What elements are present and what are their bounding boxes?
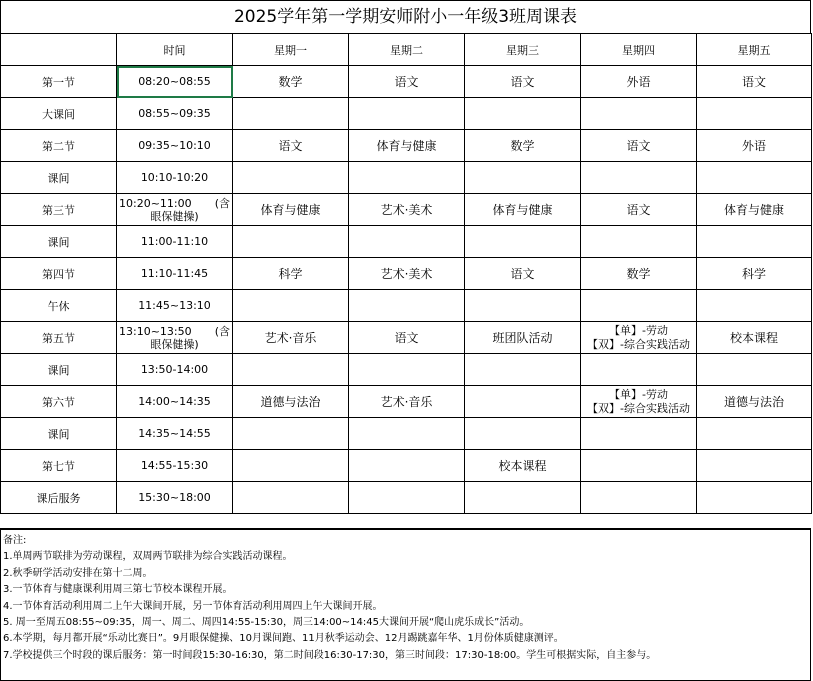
timetable-row bbox=[1, 482, 812, 514]
timetable-row bbox=[1, 290, 812, 322]
class-cell[interactable]: 语文 bbox=[465, 258, 581, 290]
class-cell[interactable] bbox=[349, 98, 465, 130]
timetable-row bbox=[1, 130, 812, 162]
timetable-row bbox=[1, 162, 812, 194]
timetable-row bbox=[1, 66, 812, 98]
header-thursday[interactable]: 星期四 bbox=[581, 34, 697, 66]
class-cell[interactable] bbox=[697, 482, 812, 514]
time-cell[interactable]: 11:45~13:10 bbox=[117, 290, 233, 322]
time-cell[interactable]: 09:35~10:10 bbox=[117, 130, 233, 162]
class-cell[interactable] bbox=[233, 162, 349, 194]
timetable-row bbox=[1, 258, 812, 290]
class-cell[interactable] bbox=[581, 98, 697, 130]
time-cell[interactable] bbox=[117, 322, 233, 354]
class-cell[interactable]: 班团队活动 bbox=[465, 322, 581, 354]
class-cell[interactable]: 语文 bbox=[581, 130, 697, 162]
timetable-row bbox=[1, 386, 812, 418]
header-row bbox=[1, 34, 812, 66]
class-cell[interactable]: 语文 bbox=[349, 66, 465, 98]
period-cell[interactable]: 课间 bbox=[1, 418, 117, 450]
time-cell[interactable]: 14:55-15:30 bbox=[117, 450, 233, 482]
class-cell[interactable] bbox=[697, 418, 812, 450]
time-note-close: 眼保健操) bbox=[150, 337, 199, 351]
thursday-even-week: 【双】-综合实践活动 bbox=[587, 401, 690, 415]
timetable-row bbox=[1, 98, 812, 130]
time-cell[interactable]: 11:10-11:45 bbox=[117, 258, 233, 290]
class-cell[interactable]: 语文 bbox=[349, 322, 465, 354]
period-cell[interactable]: 第六节 bbox=[1, 386, 117, 418]
class-cell[interactable] bbox=[349, 418, 465, 450]
period-cell[interactable]: 午休 bbox=[1, 290, 117, 322]
class-cell[interactable]: 艺术·音乐 bbox=[233, 322, 349, 354]
class-cell[interactable]: 艺术·美术 bbox=[349, 258, 465, 290]
class-cell[interactable] bbox=[697, 98, 812, 130]
class-cell[interactable]: 体育与健康 bbox=[233, 194, 349, 226]
time-cell[interactable]: 10:10-10:20 bbox=[117, 162, 233, 194]
class-cell[interactable]: 语文 bbox=[465, 66, 581, 98]
thursday-even-week: 【双】-综合实践活动 bbox=[587, 337, 690, 351]
class-cell[interactable] bbox=[581, 450, 697, 482]
time-cell[interactable]: 14:00~14:35 bbox=[117, 386, 233, 418]
note-line: 3.一节体育与健康课利用周三第七节校本课程开展。 bbox=[3, 584, 233, 596]
timetable-row bbox=[1, 226, 812, 258]
note-line: 7.学校提供三个时段的课后服务：第一时间段15:30-16:30，第二时间段16:30-17:30，第三时间段：17:30-18:00。学生可根据实际，自主参与。 bbox=[3, 649, 657, 661]
class-cell[interactable] bbox=[581, 418, 697, 450]
period-cell[interactable]: 大课间 bbox=[1, 98, 117, 130]
class-cell[interactable] bbox=[697, 226, 812, 258]
time-cell[interactable]: 08:55~09:35 bbox=[117, 98, 233, 130]
time-wrap bbox=[119, 197, 230, 223]
class-cell[interactable] bbox=[233, 98, 349, 130]
note-line: 6.本学期，每月都开展“乐动比赛日”。9月眼保健操、10月课间跑、11月秋季运动会、12月踢跳嘉年华、1月份体质健康测评。 bbox=[3, 633, 564, 645]
class-cell[interactable] bbox=[465, 482, 581, 514]
class-cell[interactable] bbox=[581, 290, 697, 322]
period-cell[interactable]: 第五节 bbox=[1, 322, 117, 354]
time-range: 10:20~11:00 bbox=[119, 196, 192, 210]
class-cell[interactable]: 艺术·美术 bbox=[349, 194, 465, 226]
class-cell[interactable]: 数学 bbox=[465, 130, 581, 162]
header-friday[interactable]: 星期五 bbox=[697, 34, 812, 66]
class-cell[interactable] bbox=[465, 98, 581, 130]
class-cell[interactable]: 外语 bbox=[581, 66, 697, 98]
timetable-row bbox=[1, 194, 812, 226]
class-cell[interactable] bbox=[233, 482, 349, 514]
header-time[interactable]: 时间 bbox=[117, 34, 233, 66]
note-line: 1.单周两节联排为劳动课程，双周两节联排为综合实践活动课程。 bbox=[3, 551, 293, 563]
class-cell[interactable] bbox=[581, 386, 697, 418]
time-note-open: (含 bbox=[214, 324, 230, 338]
time-cell[interactable] bbox=[117, 194, 233, 226]
class-cell[interactable]: 数学 bbox=[233, 66, 349, 98]
class-cell[interactable] bbox=[465, 418, 581, 450]
class-cell[interactable] bbox=[465, 290, 581, 322]
header-corner-cell[interactable] bbox=[1, 34, 117, 66]
period-cell[interactable]: 第二节 bbox=[1, 130, 117, 162]
note-line: 4.一节体育活动利用周二上午大课间开展，另一节体育活动利用周四上午大课间开展。 bbox=[3, 600, 383, 612]
class-cell[interactable] bbox=[349, 290, 465, 322]
time-range: 13:10~13:50 bbox=[119, 324, 192, 338]
page-title: 2025学年第一学期安师附小一年级3班周课表 bbox=[0, 0, 811, 33]
class-cell[interactable] bbox=[349, 354, 465, 386]
class-cell[interactable] bbox=[349, 226, 465, 258]
class-cell[interactable] bbox=[581, 226, 697, 258]
timetable-body bbox=[1, 66, 812, 514]
period-cell[interactable]: 课后服务 bbox=[1, 482, 117, 514]
note-line: 5. 周一至周五08:55~09:35，周一、周二、周四14:55-15:30，周三14:00~14:45大课间开展“爬山虎乐成长”活动。 bbox=[3, 617, 530, 629]
class-cell[interactable]: 校本课程 bbox=[465, 450, 581, 482]
time-cell[interactable]: 13:50-14:00 bbox=[117, 354, 233, 386]
class-cell[interactable]: 外语 bbox=[697, 130, 812, 162]
class-cell[interactable]: 体育与健康 bbox=[697, 194, 812, 226]
notes-label: 备注: bbox=[3, 535, 27, 546]
class-cell[interactable] bbox=[233, 450, 349, 482]
class-cell[interactable] bbox=[233, 290, 349, 322]
class-cell[interactable]: 校本课程 bbox=[697, 322, 812, 354]
header-wednesday[interactable]: 星期三 bbox=[465, 34, 581, 66]
timetable-row bbox=[1, 418, 812, 450]
class-cell[interactable] bbox=[697, 290, 812, 322]
period-cell[interactable]: 第三节 bbox=[1, 194, 117, 226]
header-monday[interactable]: 星期一 bbox=[233, 34, 349, 66]
class-cell[interactable]: 体育与健康 bbox=[349, 130, 465, 162]
period-cell[interactable]: 课间 bbox=[1, 226, 117, 258]
class-cell[interactable]: 科学 bbox=[697, 258, 812, 290]
class-cell[interactable] bbox=[581, 322, 697, 354]
timetable-row bbox=[1, 322, 812, 354]
period-cell[interactable]: 课间 bbox=[1, 162, 117, 194]
class-cell[interactable] bbox=[349, 450, 465, 482]
class-cell[interactable] bbox=[465, 354, 581, 386]
period-cell[interactable]: 第四节 bbox=[1, 258, 117, 290]
notes-section[interactable] bbox=[0, 528, 811, 681]
class-cell[interactable]: 语文 bbox=[581, 194, 697, 226]
class-cell[interactable]: 道德与法治 bbox=[233, 386, 349, 418]
note-line: 2.秋季研学活动安排在第十二周。 bbox=[3, 567, 153, 579]
timetable-row bbox=[1, 354, 812, 386]
class-cell[interactable] bbox=[233, 226, 349, 258]
class-cell[interactable]: 艺术·音乐 bbox=[349, 386, 465, 418]
header-tuesday[interactable]: 星期二 bbox=[349, 34, 465, 66]
class-cell[interactable] bbox=[697, 354, 812, 386]
class-cell[interactable]: 语文 bbox=[233, 130, 349, 162]
time-cell[interactable]: 11:00-11:10 bbox=[117, 226, 233, 258]
time-note-open: (含 bbox=[214, 196, 230, 210]
class-cell[interactable] bbox=[233, 354, 349, 386]
timetable-row bbox=[1, 450, 812, 482]
class-cell[interactable] bbox=[349, 482, 465, 514]
period-cell[interactable]: 课间 bbox=[1, 354, 117, 386]
class-cell[interactable] bbox=[233, 418, 349, 450]
class-cell[interactable] bbox=[581, 482, 697, 514]
class-cell[interactable] bbox=[465, 386, 581, 418]
class-cell[interactable]: 数学 bbox=[581, 258, 697, 290]
class-cell[interactable] bbox=[697, 162, 812, 194]
class-cell[interactable] bbox=[581, 162, 697, 194]
time-cell[interactable]: 08:20~08:55 bbox=[117, 66, 233, 98]
period-cell[interactable]: 第一节 bbox=[1, 66, 117, 98]
class-cell[interactable] bbox=[349, 162, 465, 194]
thursday-odd-week: 【单】-劳动 bbox=[609, 323, 668, 337]
class-cell[interactable]: 道德与法治 bbox=[697, 386, 812, 418]
time-cell[interactable]: 14:35~14:55 bbox=[117, 418, 233, 450]
class-cell[interactable] bbox=[581, 354, 697, 386]
timetable bbox=[0, 33, 812, 514]
class-cell[interactable] bbox=[697, 450, 812, 482]
class-cell[interactable]: 科学 bbox=[233, 258, 349, 290]
class-cell[interactable] bbox=[465, 226, 581, 258]
time-note-close: 眼保健操) bbox=[150, 209, 199, 223]
time-wrap bbox=[119, 325, 230, 351]
class-cell[interactable]: 体育与健康 bbox=[465, 194, 581, 226]
class-cell[interactable] bbox=[465, 162, 581, 194]
thursday-odd-week: 【单】-劳动 bbox=[609, 387, 668, 401]
class-cell[interactable]: 语文 bbox=[697, 66, 812, 98]
period-cell[interactable]: 第七节 bbox=[1, 450, 117, 482]
time-cell[interactable]: 15:30~18:00 bbox=[117, 482, 233, 514]
